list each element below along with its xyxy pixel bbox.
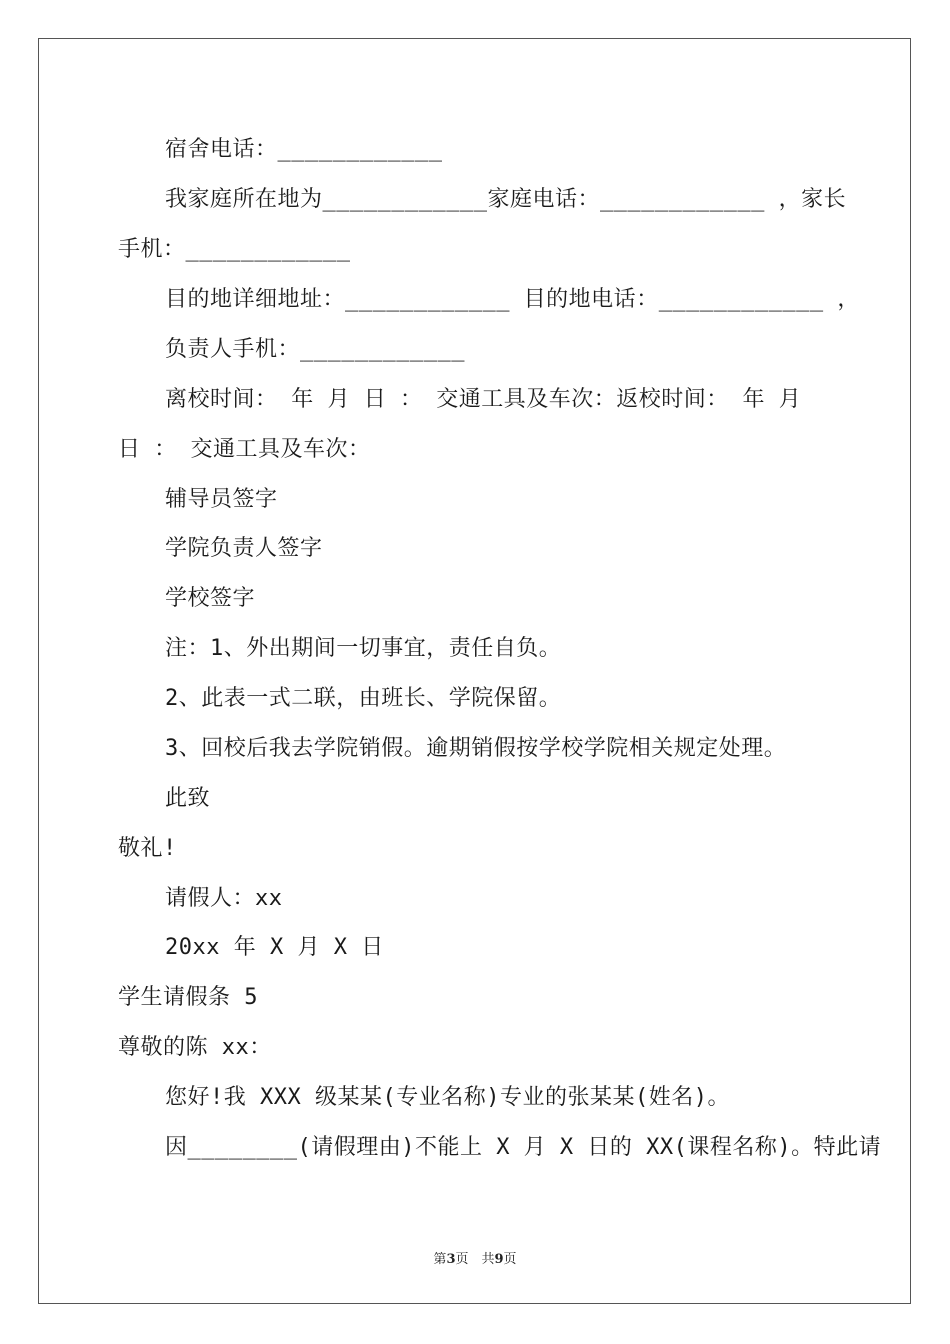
section-heading: 学生请假条 5 [118,985,258,1010]
parent-mobile-line: 手机：____________ [118,237,351,262]
total-page-number: 9 [494,1252,504,1267]
home-address-line: 我家庭所在地为____________家庭电话：____________ ，家长 [165,187,847,212]
return-time-line: 日 ： 交通工具及车次： [118,437,371,462]
applicant-line: 请假人：xx [165,886,283,911]
page-prefix: 第 [433,1252,447,1267]
current-page-number: 3 [446,1252,456,1267]
closing-line: 此致 [165,786,211,811]
note-1-line: 注：1、外出期间一切事宜，责任自负。 [165,636,562,661]
responsible-mobile-line: 负责人手机：____________ [165,337,465,362]
counselor-signature-line: 辅导员签字 [165,487,278,512]
page-suffix: 页 [503,1252,517,1267]
addressee-line: 尊敬的陈 xx： [118,1035,272,1060]
salutation-line: 敬礼! [118,836,177,861]
college-signature-line: 学院负责人签字 [165,536,323,561]
destination-address-line: 目的地详细地址：____________ 目的地电话：____________ ， [165,287,860,312]
reason-line: 因________(请假理由)不能上 X 月 X 日的 XX(课程名称)。特此请 [165,1135,882,1160]
note-2-line: 2、此表一式二联，由班长、学院保留。 [165,686,562,711]
page-mid: 页 共 [455,1252,495,1267]
school-signature-line: 学校签字 [165,586,256,611]
page-footer [0,1248,950,1267]
dorm-phone-line: 宿舍电话：____________ [165,137,443,162]
date-line: 20xx 年 X 月 X 日 [165,935,384,960]
note-3-line: 3、回校后我去学院销假。逾期销假按学校学院相关规定处理。 [165,736,787,761]
page-frame [38,38,911,1304]
greeting-line: 您好!我 XXX 级某某(专业名称)专业的张某某(姓名)。 [165,1085,730,1110]
leave-time-line: 离校时间： 年 月 日 ： 交通工具及车次：返校时间： 年 月 [165,387,802,412]
